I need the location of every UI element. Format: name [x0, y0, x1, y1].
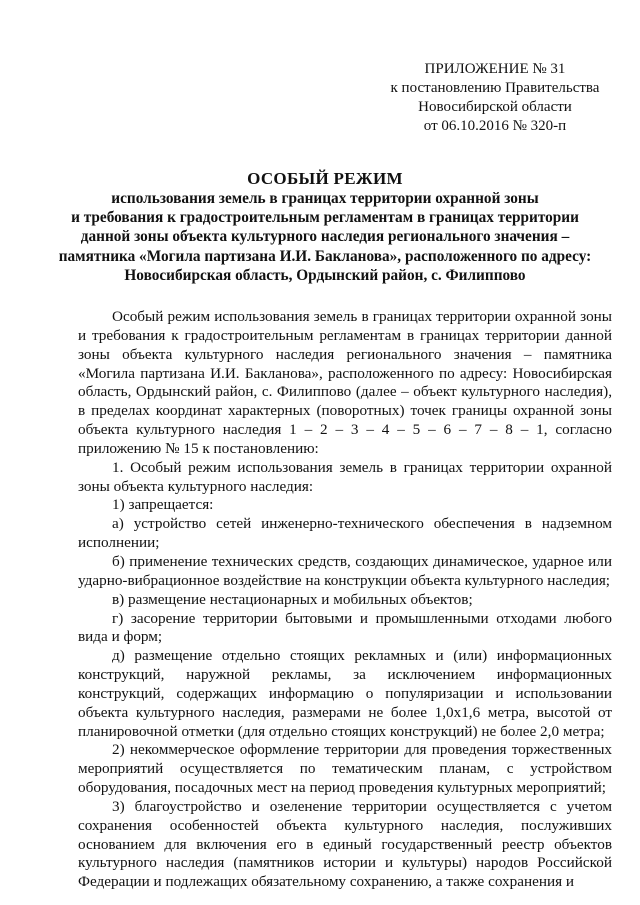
paragraph-item-a: а) устройство сетей инженерно-технического обеспечения в надземном исполнении; [78, 515, 612, 552]
title-line: данной зоны объекта культурного наследия регионального значения – [80, 228, 570, 246]
paragraph-item-3: 3) благоустройство и озеленение территории осуществляется с учетом сохранения особенностей объекта культурного наследия, послуживших основанием для включения его в единый государственный реестр объектов культурного наследия (памятников истории и культуры) народов Российской Федерации и подлежащих обязательному сохранению, а также сохранения и [78, 797, 612, 891]
title-line: Новосибирская область, Ордынский район, с. Филиппово [124, 266, 526, 284]
document-title [30, 168, 620, 285]
appendix-header [360, 60, 630, 136]
appendix-date: от 06.10.2016 № 320-п [423, 118, 567, 134]
title-line: использования земель в границах территории охранной зоны [111, 190, 539, 207]
document-body [78, 308, 612, 892]
appendix-number: ПРИЛОЖЕНИЕ № 31 [424, 61, 566, 77]
paragraph-item-g: г) засорение территории бытовыми и промышленными отходами любого вида и форм; [78, 609, 612, 646]
paragraph-item-v: в) размещение нестационарных и мобильных объектов; [112, 590, 473, 608]
paragraph-item-1: 1) запрещается: [112, 496, 214, 514]
title-line: и требования к градостроительным регламентам в границах территории [71, 209, 579, 227]
paragraph-intro: Особый режим использования земель в границах территории охранной зоны и требования к градостроительным регламентам в границах территории данной зоны объекта культурного наследия регионального значения – памятника «Могила партизана И.И. Бакланова», расположенного по адресу: Новосибирская область, Ордынский район, с. Филиппово (далее – объект культурного наследия), в пределах координат характерных (поворотных) точек границы охранной зоны объекта культурного наследия 1 – 2 – 3 – 4 – 5 – 6 – 7 – 8 – 1, согласно приложению № 15 к постановлению: [78, 308, 612, 457]
paragraph-item-b: б) применение технических средств, создающих динамическое, ударное или ударно-вибрационное воздействие на конструкции объекта культурного наследия; [78, 552, 612, 589]
appendix-region: Новосибирской области [418, 99, 572, 115]
paragraph-item-d: д) размещение отдельно стоящих рекламных и (или) информационных конструкций, наружной рекламы, за исключением информационных конструкций, содержащих информацию о популяризации и использовании объекта культурного наследия, размерами не более 1,0х1,6 метра, высотой от планировочной отметки (для отдельно стоящих конструкций) не более 2,0 метра; [78, 647, 612, 740]
title-line: памятника «Могила партизана И.И. Бакланова», расположенного по адресу: [58, 247, 592, 265]
title-heading: ОСОБЫЙ РЕЖИМ [247, 169, 403, 188]
paragraph-item-2: 2) некоммерческое оформление территории для проведения торжественных мероприятий осуществляется по тематическим планам, с устройством оборудования, посадочных мест на период проведения культурных мероприятий; [78, 741, 612, 797]
paragraph-section-1: 1. Особый режим использования земель в границах территории охранной зоны объекта культурного наследия: [78, 458, 612, 495]
appendix-reference: к постановлению Правительства [390, 80, 600, 96]
